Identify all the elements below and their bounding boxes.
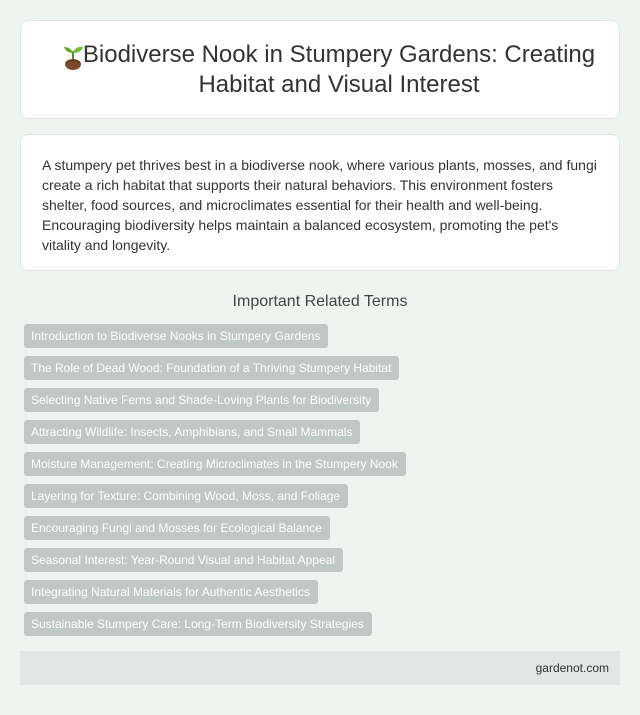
title-block — [41, 40, 599, 100]
seedling-icon — [61, 44, 85, 72]
page-title: Biodiverse Nook in Stumpery Gardens: Creating Habitat and Visual Interest — [82, 40, 596, 98]
term-tag[interactable]: The Role of Dead Wood: Foundation of a Thriving Stumpery Habitat — [24, 356, 399, 380]
term-tag[interactable]: Encouraging Fungi and Mosses for Ecological Balance — [24, 516, 330, 540]
term-tag[interactable]: Sustainable Stumpery Care: Long-Term Biodiversity Strategies — [24, 612, 372, 636]
intro-card — [20, 134, 620, 271]
footer — [20, 651, 620, 685]
term-tag[interactable]: Selecting Native Ferns and Shade-Loving Plants for Biodiversity — [24, 388, 379, 412]
related-terms-list — [24, 324, 620, 644]
term-tag[interactable]: Integrating Natural Materials for Authentic Aesthetics — [24, 580, 318, 604]
term-tag[interactable]: Attracting Wildlife: Insects, Amphibians, and Small Mammals — [24, 420, 360, 444]
term-tag[interactable]: Introduction to Biodiverse Nooks in Stumpery Gardens — [24, 324, 328, 348]
term-tag[interactable]: Layering for Texture: Combining Wood, Moss, and Foliage — [24, 484, 348, 508]
intro-text: A stumpery pet thrives best in a biodiverse nook, where various plants, mosses, and fungi create a rich habitat that supports their natural behaviors. This environment fosters shelter, food sources, and microclimates essential for their health and well-being. Encouraging biodiversity helps maintain a balanced ecosystem, promoting the pet's vitality and longevity. — [42, 157, 597, 253]
footer-site-link[interactable]: gardenot.com — [535, 661, 609, 675]
title-card — [20, 20, 620, 119]
related-terms-heading: Important Related Terms — [232, 293, 408, 310]
term-tag[interactable]: Seasonal Interest: Year-Round Visual and Habitat Appeal — [24, 548, 343, 572]
term-tag[interactable]: Moisture Management: Creating Microclimates in the Stumpery Nook — [24, 452, 406, 476]
